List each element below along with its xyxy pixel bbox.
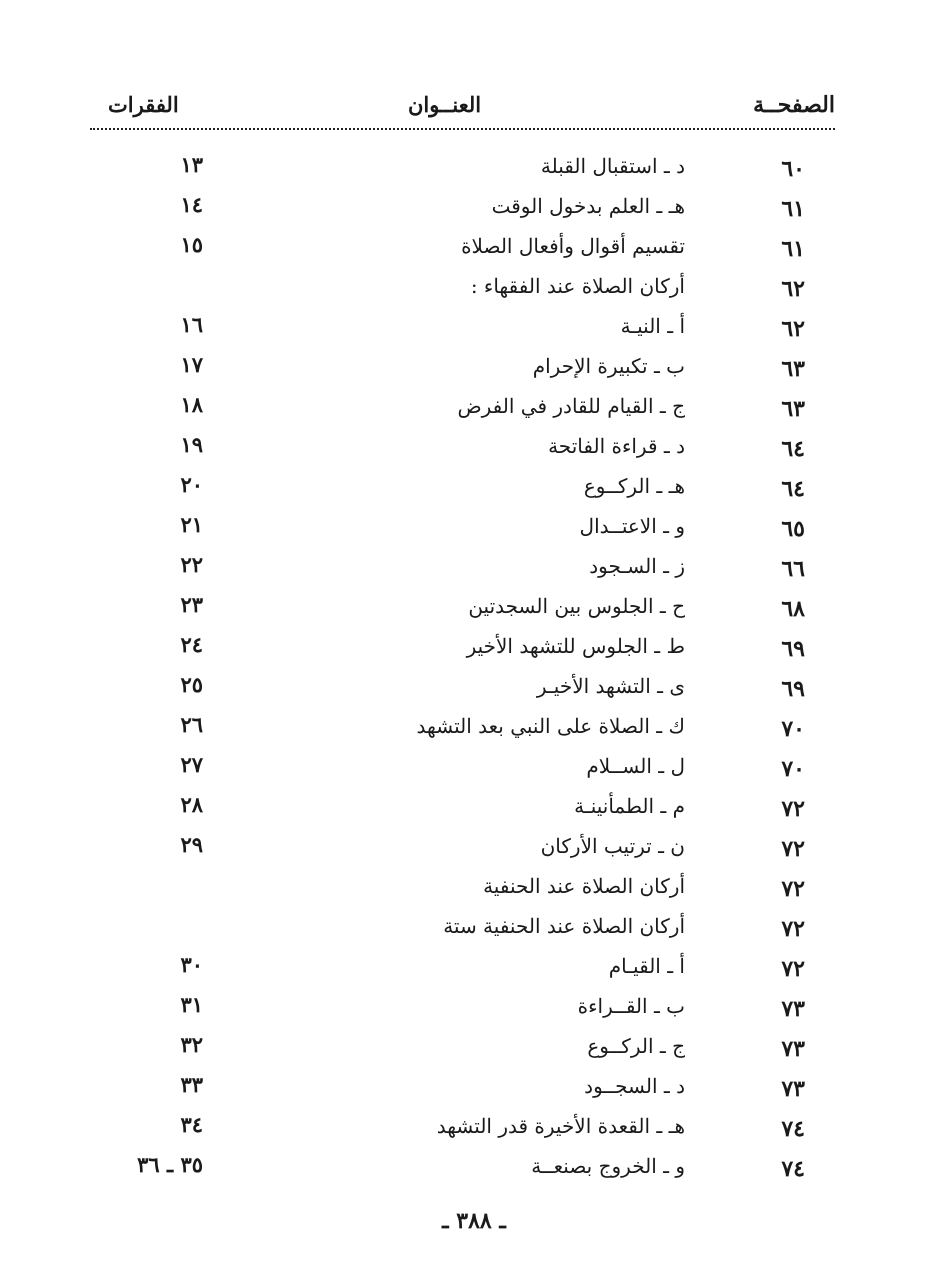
table-row <box>90 350 835 390</box>
row-paragraph-ref: ٢٦ <box>180 712 203 737</box>
table-row <box>90 1110 835 1150</box>
table-row <box>90 470 835 510</box>
row-paragraph-ref: ١٦ <box>180 312 203 337</box>
table-row <box>90 230 835 270</box>
table-row <box>90 830 835 870</box>
table-row <box>90 710 835 750</box>
index-table <box>90 150 835 1190</box>
table-row <box>90 750 835 790</box>
title-column-header: العنــوان <box>408 92 482 117</box>
row-title: أركان الصلاة عند الفقهاء : <box>470 274 685 298</box>
row-title: ى ـ التشهد الأخيـر <box>536 674 685 698</box>
table-row <box>90 630 835 670</box>
row-title: ب ـ تكبيرة الإحرام <box>532 354 685 378</box>
row-paragraph-ref: ٢٠ <box>180 472 203 497</box>
row-page-number: ٦٢ <box>781 316 805 342</box>
row-title: هـ ـ الركــوع <box>583 474 685 498</box>
row-paragraph-ref: ١٨ <box>180 392 203 417</box>
row-page-number: ٦٠ <box>781 156 805 182</box>
row-title: هـ ـ العلم بدخول الوقت <box>491 194 685 218</box>
row-title: ز ـ السـجود <box>589 554 685 578</box>
row-paragraph-ref: ٢٥ <box>180 672 203 697</box>
row-page-number: ٦٩ <box>781 676 805 702</box>
row-page-number: ٧٤ <box>781 1116 805 1142</box>
page-number-footer: ـ ٣٨٨ ـ <box>442 1208 506 1234</box>
table-row <box>90 270 835 310</box>
row-title: و ـ الخروج بصنعــة <box>531 1154 685 1178</box>
row-page-number: ٦٣ <box>781 396 805 422</box>
row-title: د ـ قراءة الفاتحة <box>548 434 685 458</box>
row-title: د ـ السجــود <box>584 1074 685 1098</box>
row-title: ط ـ الجلوس للتشهد الأخير <box>466 634 685 658</box>
table-row <box>90 590 835 630</box>
row-page-number: ٦٥ <box>781 516 805 542</box>
row-title: ج ـ القيام للقادر في الفرض <box>457 394 685 418</box>
row-paragraph-ref: ١٧ <box>180 352 203 377</box>
row-title: أ ـ القيـام <box>608 954 685 978</box>
row-paragraph-ref: ٢٢ <box>180 552 203 577</box>
row-page-number: ٧٠ <box>781 716 805 742</box>
row-paragraph-ref: ٢٩ <box>180 832 203 857</box>
table-row <box>90 310 835 350</box>
dotted-divider <box>90 128 835 130</box>
row-page-number: ٧٢ <box>781 916 805 942</box>
row-paragraph-ref: ٣١ <box>180 992 203 1017</box>
row-page-number: ٧٢ <box>781 796 805 822</box>
table-row <box>90 430 835 470</box>
row-paragraph-ref: ٢٧ <box>180 752 203 777</box>
row-paragraph-ref: ٢٨ <box>180 792 203 817</box>
row-paragraph-ref: ٢٤ <box>180 632 203 657</box>
table-row <box>90 190 835 230</box>
row-paragraph-ref: ٣٠ <box>180 952 203 977</box>
table-header <box>90 92 835 128</box>
row-page-number: ٧٣ <box>781 1036 805 1062</box>
row-title: تقسيم أقوال وأفعال الصلاة <box>461 234 685 258</box>
row-paragraph-ref: ٣٤ <box>180 1112 203 1137</box>
row-page-number: ٧٣ <box>781 1076 805 1102</box>
row-paragraph-ref: ٣٢ <box>180 1032 203 1057</box>
table-row <box>90 390 835 430</box>
row-paragraph-ref: ١٣ <box>180 152 203 177</box>
table-row <box>90 510 835 550</box>
table-row <box>90 990 835 1030</box>
row-title: د ـ استقبال القبلة <box>540 154 685 178</box>
row-title: ن ـ ترتيب الأركان <box>540 834 685 858</box>
row-page-number: ٦٣ <box>781 356 805 382</box>
row-title: ل ـ الســلام <box>586 754 685 778</box>
paragraphs-column-header: الفقرات <box>108 92 179 117</box>
row-title: ب ـ القــراءة <box>577 994 685 1018</box>
row-paragraph-ref: ٢١ <box>180 512 203 537</box>
row-title: أ ـ النيـة <box>620 314 685 338</box>
table-row <box>90 550 835 590</box>
row-page-number: ٧٢ <box>781 836 805 862</box>
row-title: أركان الصلاة عند الحنفية <box>483 874 685 898</box>
table-row <box>90 870 835 910</box>
row-page-number: ٦٨ <box>781 596 805 622</box>
table-row <box>90 1070 835 1110</box>
row-title: ج ـ الركــوع <box>587 1034 685 1058</box>
page-column-header: الصفحــة <box>753 92 835 118</box>
table-row <box>90 790 835 830</box>
table-row <box>90 1150 835 1190</box>
row-title: ك ـ الصلاة على النبي بعد التشهد <box>416 714 685 738</box>
row-paragraph-ref: ١٥ <box>180 232 203 257</box>
row-title: م ـ الطمأنينـة <box>574 794 685 818</box>
row-page-number: ٦١ <box>781 236 805 262</box>
row-title: أركان الصلاة عند الحنفية ستة <box>443 914 685 938</box>
row-title: ح ـ الجلوس بين السجدتين <box>468 594 685 618</box>
row-page-number: ٦٤ <box>781 436 805 462</box>
table-row <box>90 950 835 990</box>
table-row <box>90 910 835 950</box>
row-page-number: ٦٢ <box>781 276 805 302</box>
row-paragraph-ref: ٢٣ <box>180 592 203 617</box>
row-page-number: ٦٦ <box>781 556 805 582</box>
row-paragraph-ref: ٣٣ <box>180 1072 203 1097</box>
row-page-number: ٦٤ <box>781 476 805 502</box>
row-page-number: ٦٩ <box>781 636 805 662</box>
row-page-number: ٦١ <box>781 196 805 222</box>
row-page-number: ٧٢ <box>781 876 805 902</box>
row-paragraph-ref: ١٩ <box>180 432 203 457</box>
table-row <box>90 150 835 190</box>
row-page-number: ٧٠ <box>781 756 805 782</box>
row-page-number: ٧٤ <box>781 1156 805 1182</box>
table-row <box>90 670 835 710</box>
table-row <box>90 1030 835 1070</box>
row-paragraph-ref: ٣٥ ـ ٣٦ <box>137 1152 203 1177</box>
row-title: و ـ الاعتــدال <box>579 514 685 538</box>
row-page-number: ٧٢ <box>781 956 805 982</box>
row-title: هـ ـ القعدة الأخيرة قدر التشهد <box>436 1114 685 1138</box>
row-paragraph-ref: ١٤ <box>180 192 203 217</box>
row-page-number: ٧٣ <box>781 996 805 1022</box>
